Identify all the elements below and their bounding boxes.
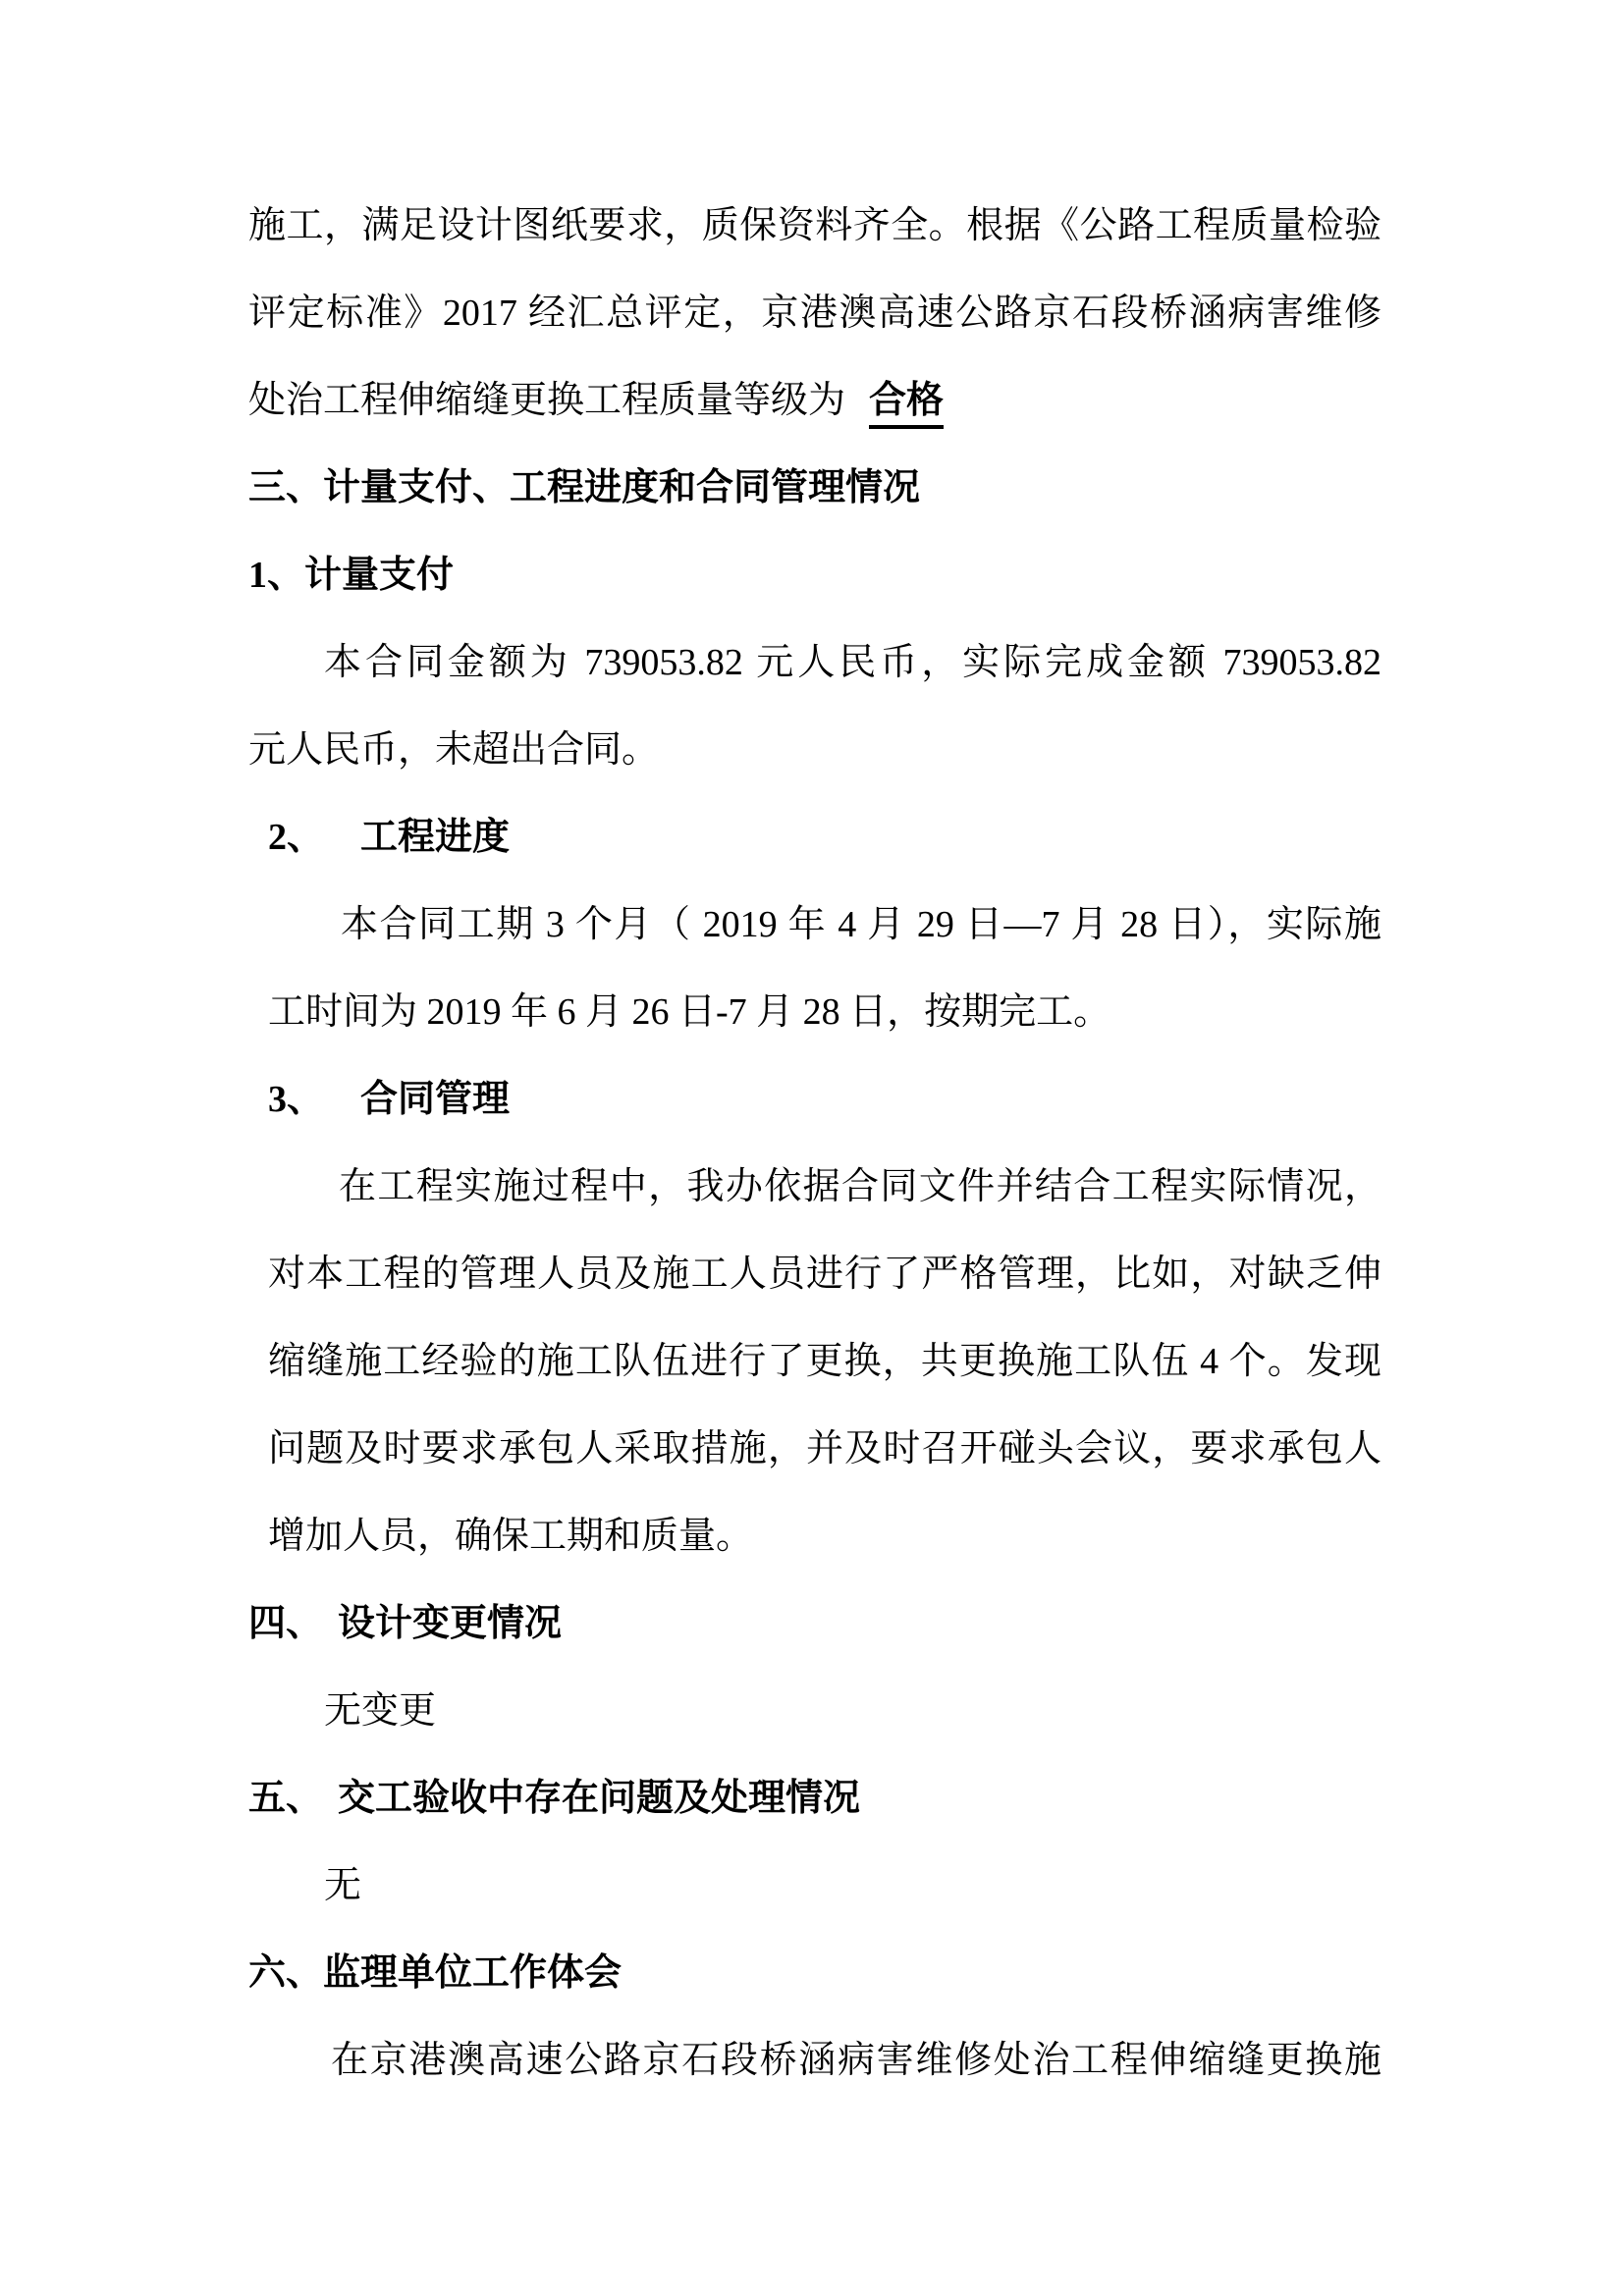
heading-handover-issues — [248, 1755, 1381, 1842]
para-payment-line-2: 元人民币，未超出合同。 — [248, 729, 660, 771]
para-progress-line-2: 工时间为 2019 年 6 月 26 日-7 月 28 日，按期完工。 — [268, 991, 1111, 1033]
heading-handover-number: 五、 — [248, 1778, 324, 1819]
para-handover-issues: 无 — [324, 1865, 362, 1906]
para-contract-line-1: 在工程实施过程中，我办依据合同文件并结合工程实际情况， — [339, 1166, 1381, 1207]
heading-progress-number: 2、 — [268, 817, 325, 858]
body-line-quality-1: 施工，满足设计图纸要求，质保资料齐全。根据《公路工程质量检验 — [248, 205, 1381, 246]
quality-grade-underlined: 合格 — [869, 382, 944, 429]
heading-progress-title: 工程进度 — [360, 817, 511, 858]
para-design-changes: 无变更 — [324, 1690, 437, 1732]
para-payment-line-1: 本合同金额为 739053.82 元人民币，实际完成金额 739053.82 — [324, 642, 1381, 683]
quality-conclusion-text: 处治工程伸缩缝更换工程质量等级为 — [248, 380, 846, 421]
para-contract-line-2: 对本工程的管理人员及施工人员进行了严格管理，比如，对缺乏伸 — [268, 1254, 1381, 1295]
para-experience-line-1: 在京港澳高速公路京石段桥涵病害维修处治工程伸缩缝更换施 — [331, 2040, 1381, 2081]
heading-contract-management — [248, 1056, 1381, 1144]
heading-design-title: 设计变更情况 — [338, 1603, 563, 1644]
para-contract-line-3: 缩缝施工经验的施工队伍进行了更换，共更换施工队伍 4 个。发现 — [268, 1341, 1381, 1382]
heading-section-3: 三、计量支付、工程进度和合同管理情况 — [248, 467, 921, 508]
para-progress-line-1: 本合同工期 3 个月（ 2019 年 4 月 29 日—7 月 28 日），实际施 — [341, 904, 1381, 945]
para-contract-line-5: 增加人员，确保工期和质量。 — [268, 1516, 754, 1557]
heading-design-changes — [248, 1580, 1381, 1668]
heading-progress — [248, 794, 1381, 881]
heading-handover-title: 交工验收中存在问题及处理情况 — [338, 1778, 861, 1819]
heading-contract-number: 3、 — [268, 1079, 325, 1120]
body-line-quality-2: 评定标准》2017 经汇总评定，京港澳高速公路京石段桥涵病害维修 — [248, 293, 1381, 334]
heading-supervisor-experience: 六、监理单位工作体会 — [248, 1952, 623, 1994]
heading-payment: 1、计量支付 — [248, 555, 455, 596]
heading-contract-title: 合同管理 — [360, 1079, 511, 1120]
heading-design-number: 四、 — [248, 1603, 324, 1644]
para-contract-line-4: 问题及时要求承包人采取措施，并及时召开碰头会议，要求承包人 — [268, 1428, 1381, 1469]
body-line-quality-conclusion — [248, 357, 1381, 445]
